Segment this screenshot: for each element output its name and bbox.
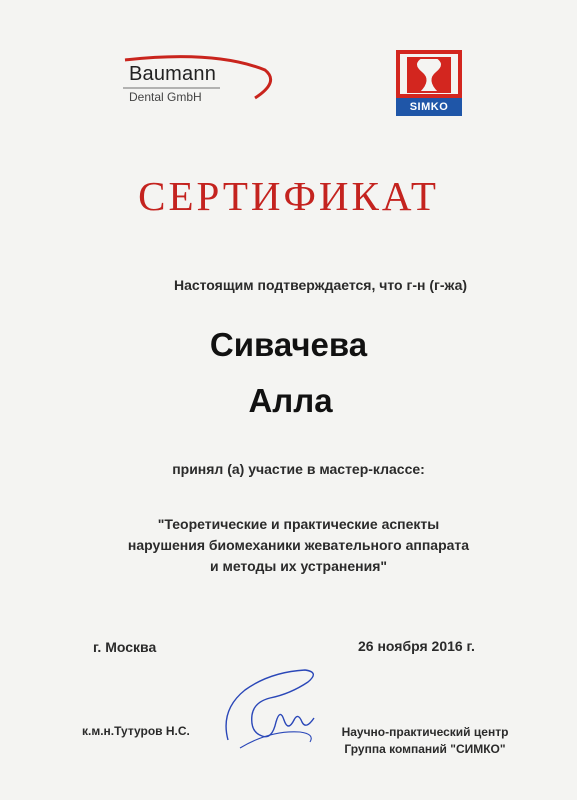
simko-emblem-icon <box>396 50 462 98</box>
signer-name: к.м.н.Тутуров Н.С. <box>82 724 190 738</box>
baumann-brand-name: Baumann <box>129 63 217 85</box>
date: 26 ноября 2016 г. <box>358 638 475 654</box>
topic-line: "Теоретические и практические аспекты <box>157 516 440 532</box>
organization <box>320 724 530 758</box>
handwritten-signature <box>210 660 330 760</box>
recipient-first-name: Алла <box>248 382 333 419</box>
topic-line: и методы их устранения" <box>209 558 388 574</box>
organization-line: Научно-практический центр <box>341 725 509 739</box>
baumann-brand-sub: Dental GmbH <box>129 90 202 104</box>
masterclass-topic <box>10 514 577 577</box>
participation-text: принял (а) участие в мастер-классе: <box>172 461 425 477</box>
simko-logo <box>396 50 462 116</box>
baumann-dental-logo <box>95 52 275 122</box>
certificate-title: СЕРТИФИКАТ <box>138 173 439 219</box>
topic-line: нарушения биомеханики жевательного аппарата <box>127 537 470 553</box>
recipient-surname: Сивачева <box>209 326 368 363</box>
organization-line: Группа компаний "СИМКО" <box>344 742 506 756</box>
simko-logo-text: SIMKO <box>396 98 462 116</box>
city: г. Москва <box>93 639 157 655</box>
confirmation-text: Настоящим подтверждается, что г-н (г-жа) <box>173 277 468 293</box>
